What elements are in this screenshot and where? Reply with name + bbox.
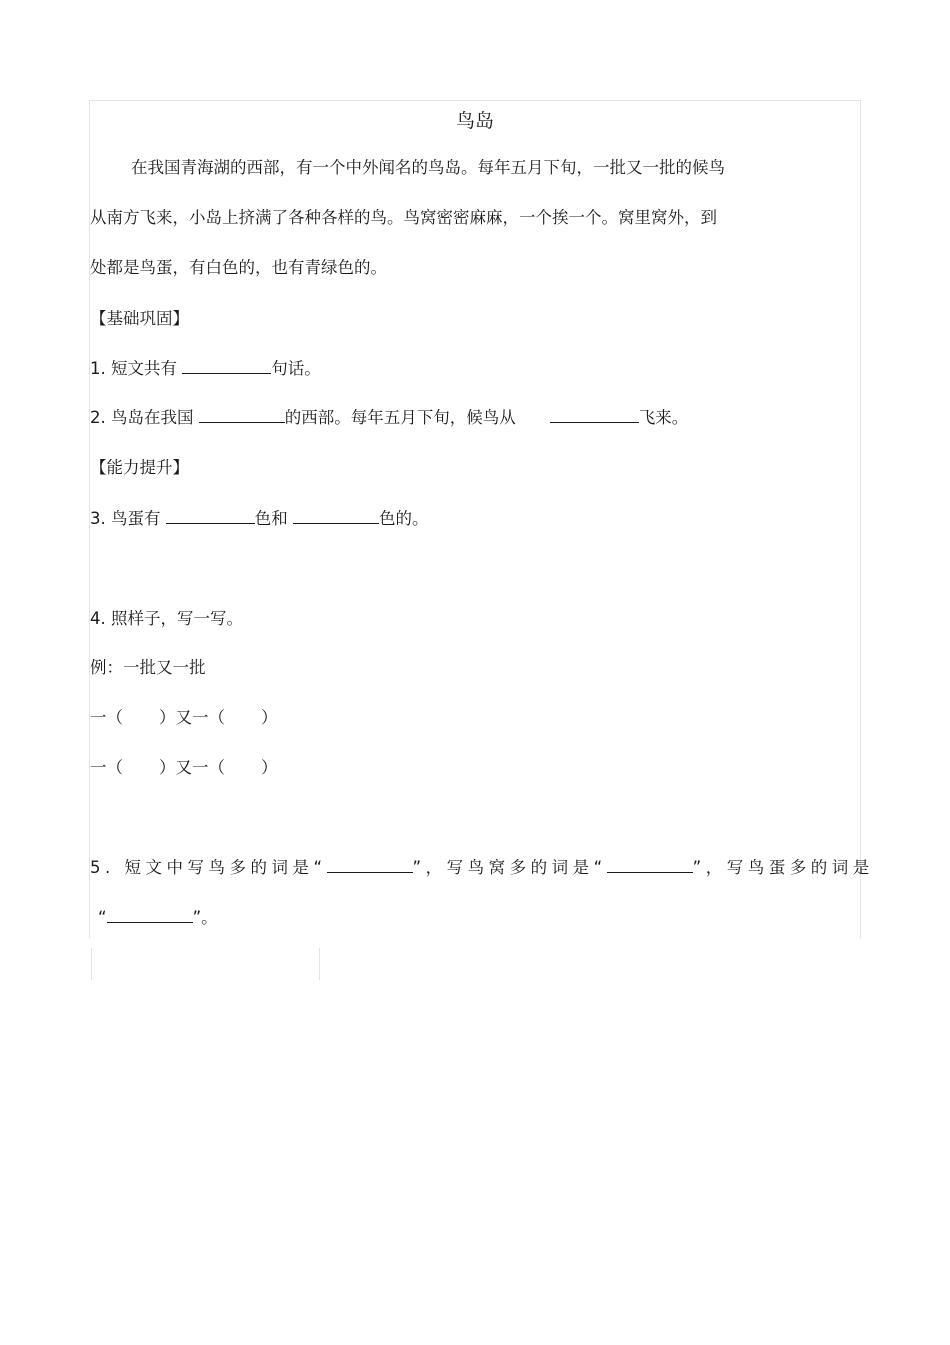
question-4-row-1-c: ） <box>261 708 278 727</box>
question-4-example: 例：一批又一批 <box>90 658 206 677</box>
section-advanced-heading: 【能力提升】 <box>90 458 189 477</box>
question-4-prompt: 4. 照样子，写一写。 <box>90 609 243 628</box>
question-5-open-quote: “ <box>98 908 107 927</box>
question-4-row-1-b: ）又一（ <box>159 708 225 727</box>
question-3-blank-2[interactable] <box>293 509 379 524</box>
question-1-blank[interactable] <box>182 359 271 374</box>
question-5-blank-3[interactable] <box>107 908 193 923</box>
question-2-prefix: 2. 鸟岛在我国 <box>90 408 199 427</box>
question-5-close: ”。 <box>192 908 218 927</box>
divider-left <box>91 948 92 980</box>
question-1-suffix: 句话。 <box>271 359 321 378</box>
question-2-middle: 的西部。每年五月下旬，候鸟从 <box>284 408 516 427</box>
question-3-middle: 色和 <box>254 509 293 528</box>
question-3-blank-1[interactable] <box>166 509 255 524</box>
question-5-part-2: ”，写鸟窝多的词是“ <box>412 858 607 877</box>
passage-line-2: 从南方飞来，小岛上挤满了各种各样的鸟。鸟窝密密麻麻，一个挨一个。窝里窝外，到 <box>90 208 717 227</box>
question-3-suffix: 色的。 <box>378 509 429 528</box>
page-title: 鸟岛 <box>455 110 494 132</box>
question-4-row-2-a: 一（ <box>90 758 123 777</box>
question-4-row-1 <box>90 706 278 730</box>
question-4-row-2-c: ） <box>261 758 278 777</box>
passage-line-1: 在我国青海湖的西部，有一个中外闻名的鸟岛。每年五月下旬，一批又一批的候鸟 <box>131 158 725 177</box>
question-5-part-1: 5. 短文中写鸟多的词是“ <box>90 858 327 877</box>
question-4-row-1-a: 一（ <box>90 708 123 727</box>
question-3 <box>90 507 428 531</box>
question-3-prefix: 3. 鸟蛋有 <box>90 509 166 528</box>
question-1-prefix: 1. 短文共有 <box>90 359 183 378</box>
question-2-suffix: 飞来。 <box>638 408 689 427</box>
question-2 <box>90 406 688 430</box>
question-2-blank-2[interactable] <box>550 408 639 423</box>
question-4-row-2 <box>90 756 278 780</box>
divider-right <box>319 948 320 980</box>
question-2-blank-1[interactable] <box>199 408 285 423</box>
question-4-row-2-b: ）又一（ <box>159 758 225 777</box>
question-1 <box>90 357 321 381</box>
question-5 <box>90 856 874 880</box>
question-5-blank-2[interactable] <box>607 858 693 873</box>
question-5-part-3: ”，写鸟蛋多的词是 <box>692 858 874 877</box>
question-5-continued <box>98 906 218 930</box>
passage-line-3: 处都是鸟蛋，有白色的，也有青绿色的。 <box>90 258 387 277</box>
question-5-blank-1[interactable] <box>327 858 413 873</box>
section-basic-heading: 【基础巩固】 <box>90 309 189 328</box>
